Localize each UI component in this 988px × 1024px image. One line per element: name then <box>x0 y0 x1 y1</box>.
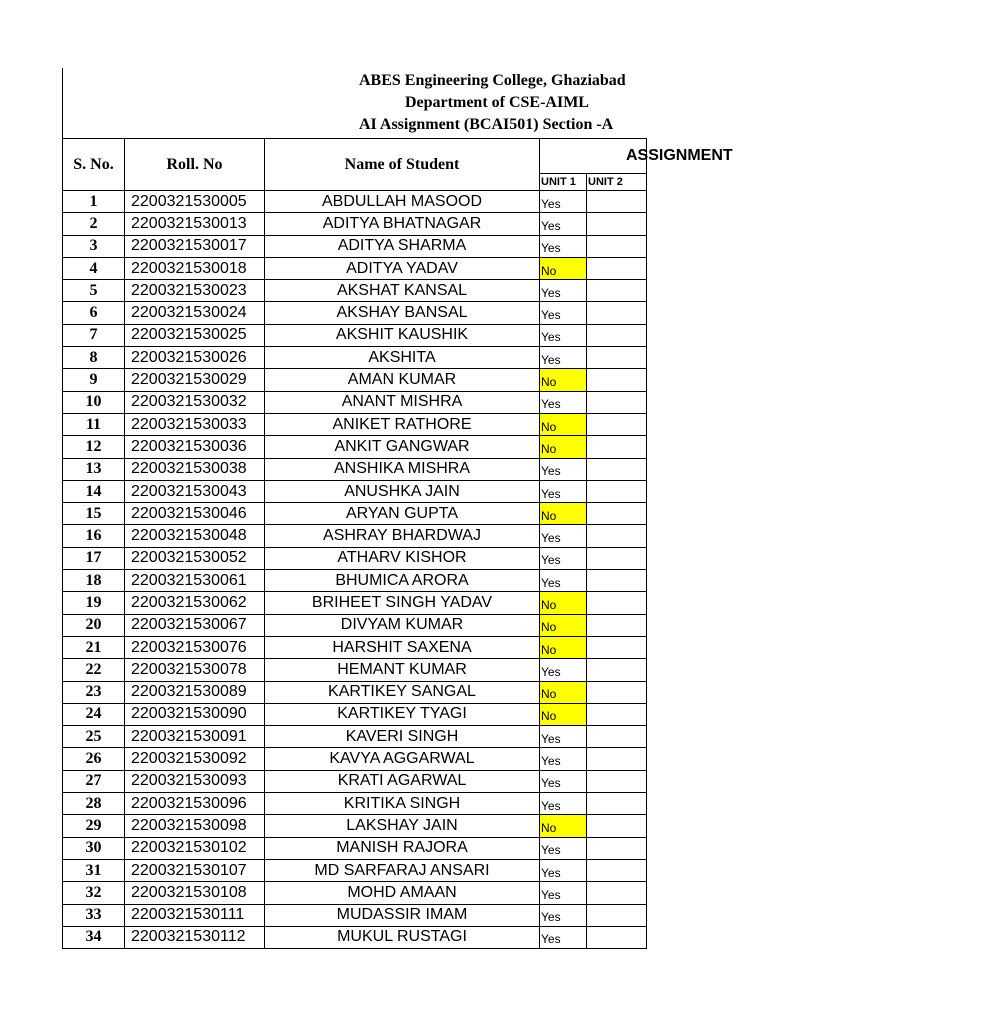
table-row[interactable] <box>63 369 647 391</box>
roll-no-cell[interactable]: 2200321530062 <box>125 592 265 614</box>
col-header-unit2: UNIT 2 <box>587 174 647 191</box>
unit1-cell[interactable]: Yes <box>540 904 587 926</box>
roll-no-cell[interactable]: 2200321530046 <box>125 503 265 525</box>
unit2-cell[interactable] <box>587 213 647 235</box>
table-row[interactable] <box>63 280 647 302</box>
student-name-cell[interactable]: DIVYAM KUMAR <box>265 614 540 636</box>
sno-cell[interactable]: 34 <box>63 926 125 948</box>
sno-cell[interactable]: 11 <box>63 413 125 435</box>
roll-no-cell[interactable]: 2200321530005 <box>125 191 265 213</box>
unit1-cell[interactable]: Yes <box>540 793 587 815</box>
sno-cell[interactable]: 16 <box>63 525 125 547</box>
sno-cell[interactable]: 22 <box>63 659 125 681</box>
roll-no-cell[interactable]: 2200321530096 <box>125 793 265 815</box>
unit1-cell[interactable]: No <box>540 592 587 614</box>
unit2-cell[interactable] <box>587 257 647 279</box>
unit1-cell[interactable]: Yes <box>540 726 587 748</box>
student-name-cell[interactable]: AKSHAT KANSAL <box>265 280 540 302</box>
student-name-cell[interactable]: MOHD AMAAN <box>265 882 540 904</box>
unit2-cell[interactable] <box>587 636 647 658</box>
unit2-cell[interactable] <box>587 592 647 614</box>
unit2-cell[interactable] <box>587 391 647 413</box>
unit1-cell[interactable]: Yes <box>540 859 587 881</box>
unit1-cell[interactable]: No <box>540 636 587 658</box>
college-name: ABES Engineering College, Ghaziabad <box>359 72 626 89</box>
student-name-cell[interactable]: KRITIKA SINGH <box>265 793 540 815</box>
table-row[interactable] <box>63 324 647 346</box>
assignment-title: AI Assignment (BCAI501) Section -A <box>359 116 614 133</box>
unit2-cell[interactable] <box>587 235 647 257</box>
unit2-cell[interactable] <box>587 815 647 837</box>
unit2-cell[interactable] <box>587 302 647 324</box>
unit2-cell[interactable] <box>587 413 647 435</box>
sno-cell[interactable]: 8 <box>63 347 125 369</box>
table-body <box>63 191 647 949</box>
unit1-cell[interactable]: Yes <box>540 525 587 547</box>
sno-cell[interactable]: 5 <box>63 280 125 302</box>
unit2-cell[interactable] <box>587 681 647 703</box>
unit1-cell[interactable]: Yes <box>540 213 587 235</box>
roll-no-cell[interactable]: 2200321530102 <box>125 837 265 859</box>
sno-cell[interactable]: 33 <box>63 904 125 926</box>
sno-cell[interactable]: 30 <box>63 837 125 859</box>
sno-cell[interactable]: 1 <box>63 191 125 213</box>
sno-cell[interactable]: 25 <box>63 726 125 748</box>
student-name-cell[interactable]: ATHARV KISHOR <box>265 547 540 569</box>
student-name-cell[interactable]: ANSHIKA MISHRA <box>265 458 540 480</box>
sno-cell[interactable]: 20 <box>63 614 125 636</box>
student-name-cell[interactable]: AKSHAY BANSAL <box>265 302 540 324</box>
student-name-cell[interactable]: AKSHIT KAUSHIK <box>265 324 540 346</box>
table-row[interactable] <box>63 257 647 279</box>
roll-no-cell[interactable]: 2200321530017 <box>125 235 265 257</box>
unit2-cell[interactable] <box>587 659 647 681</box>
sno-cell[interactable]: 2 <box>63 213 125 235</box>
unit2-cell[interactable] <box>587 480 647 502</box>
roll-no-cell[interactable]: 2200321530038 <box>125 458 265 480</box>
roll-no-cell[interactable]: 2200321530013 <box>125 213 265 235</box>
roll-no-cell[interactable]: 2200321530107 <box>125 859 265 881</box>
sno-cell[interactable]: 4 <box>63 257 125 279</box>
sno-cell[interactable]: 24 <box>63 703 125 725</box>
unit1-cell[interactable]: Yes <box>540 347 587 369</box>
sheet-header <box>62 68 646 138</box>
sno-cell[interactable]: 21 <box>63 636 125 658</box>
unit2-cell[interactable] <box>587 859 647 881</box>
sno-cell[interactable]: 15 <box>63 503 125 525</box>
unit2-cell[interactable] <box>587 926 647 948</box>
student-name-cell[interactable]: ASHRAY BHARDWAJ <box>265 525 540 547</box>
student-name-cell[interactable]: ADITYA YADAV <box>265 257 540 279</box>
roll-no-cell[interactable]: 2200321530048 <box>125 525 265 547</box>
unit2-cell[interactable] <box>587 904 647 926</box>
student-name-cell[interactable]: AMAN KUMAR <box>265 369 540 391</box>
unit1-cell[interactable]: No <box>540 681 587 703</box>
sno-cell[interactable]: 23 <box>63 681 125 703</box>
unit1-cell[interactable]: No <box>540 815 587 837</box>
table-row[interactable] <box>63 681 647 703</box>
unit2-cell[interactable] <box>587 837 647 859</box>
unit2-cell[interactable] <box>587 570 647 592</box>
student-name-cell[interactable]: KARTIKEY SANGAL <box>265 681 540 703</box>
student-name-cell[interactable]: ANKIT GANGWAR <box>265 436 540 458</box>
table-row[interactable] <box>63 592 647 614</box>
col-header-name: Name of Student <box>265 139 540 191</box>
unit1-cell[interactable]: Yes <box>540 926 587 948</box>
table-row[interactable] <box>63 837 647 859</box>
table-row[interactable] <box>63 235 647 257</box>
table-row[interactable] <box>63 347 647 369</box>
roll-no-cell[interactable]: 2200321530076 <box>125 636 265 658</box>
roll-no-cell[interactable]: 2200321530043 <box>125 480 265 502</box>
table-row[interactable] <box>63 636 647 658</box>
unit1-cell[interactable]: Yes <box>540 458 587 480</box>
student-name-cell[interactable]: KRATI AGARWAL <box>265 770 540 792</box>
unit2-cell[interactable] <box>587 324 647 346</box>
unit2-cell[interactable] <box>587 369 647 391</box>
table-row[interactable] <box>63 726 647 748</box>
sno-cell[interactable]: 6 <box>63 302 125 324</box>
table-row[interactable] <box>63 926 647 948</box>
unit2-cell[interactable] <box>587 614 647 636</box>
student-name-cell[interactable]: ADITYA SHARMA <box>265 235 540 257</box>
table-row[interactable] <box>63 458 647 480</box>
student-name-cell[interactable]: LAKSHAY JAIN <box>265 815 540 837</box>
spreadsheet <box>62 68 733 949</box>
table-row[interactable] <box>63 793 647 815</box>
roll-no-cell[interactable]: 2200321530098 <box>125 815 265 837</box>
unit2-cell[interactable] <box>587 547 647 569</box>
col-header-sno: S. No. <box>63 139 125 191</box>
unit1-cell[interactable]: No <box>540 614 587 636</box>
table-row[interactable] <box>63 748 647 770</box>
unit2-cell[interactable] <box>587 347 647 369</box>
roll-no-cell[interactable]: 2200321530091 <box>125 726 265 748</box>
table-row[interactable] <box>63 503 647 525</box>
unit2-cell[interactable] <box>587 770 647 792</box>
table-row[interactable] <box>63 904 647 926</box>
student-name-cell[interactable]: MUDASSIR IMAM <box>265 904 540 926</box>
table-row[interactable] <box>63 302 647 324</box>
student-name-cell[interactable]: ADITYA BHATNAGAR <box>265 213 540 235</box>
student-name-cell[interactable]: BHUMICA ARORA <box>265 570 540 592</box>
roll-no-cell[interactable]: 2200321530023 <box>125 280 265 302</box>
table-row[interactable] <box>63 547 647 569</box>
roll-no-cell[interactable]: 2200321530018 <box>125 257 265 279</box>
student-name-cell[interactable]: ANUSHKA JAIN <box>265 480 540 502</box>
student-name-cell[interactable]: MD SARFARAJ ANSARI <box>265 859 540 881</box>
student-name-cell[interactable]: KARTIKEY TYAGI <box>265 703 540 725</box>
table-row[interactable] <box>63 659 647 681</box>
student-name-cell[interactable]: ARYAN GUPTA <box>265 503 540 525</box>
roll-no-cell[interactable]: 2200321530112 <box>125 926 265 948</box>
student-name-cell[interactable]: MUKUL RUSTAGI <box>265 926 540 948</box>
table-row[interactable] <box>63 191 647 213</box>
unit2-cell[interactable] <box>587 458 647 480</box>
roll-no-cell[interactable]: 2200321530026 <box>125 347 265 369</box>
student-name-cell[interactable]: KAVYA AGGARWAL <box>265 748 540 770</box>
sno-cell[interactable]: 7 <box>63 324 125 346</box>
sno-cell[interactable]: 13 <box>63 458 125 480</box>
sno-cell[interactable]: 29 <box>63 815 125 837</box>
unit1-cell[interactable]: Yes <box>540 570 587 592</box>
student-table <box>62 138 733 949</box>
table-row[interactable] <box>63 213 647 235</box>
unit1-cell[interactable]: Yes <box>540 882 587 904</box>
sno-cell[interactable]: 28 <box>63 793 125 815</box>
unit1-cell[interactable]: Yes <box>540 235 587 257</box>
student-name-cell[interactable]: ANANT MISHRA <box>265 391 540 413</box>
table-row[interactable] <box>63 525 647 547</box>
student-name-cell[interactable]: BRIHEET SINGH YADAV <box>265 592 540 614</box>
roll-no-cell[interactable]: 2200321530024 <box>125 302 265 324</box>
unit1-cell[interactable]: Yes <box>540 302 587 324</box>
sno-cell[interactable]: 3 <box>63 235 125 257</box>
unit1-cell[interactable]: No <box>540 257 587 279</box>
table-row[interactable] <box>63 570 647 592</box>
unit2-cell[interactable] <box>587 503 647 525</box>
roll-no-cell[interactable]: 2200321530090 <box>125 703 265 725</box>
sno-cell[interactable]: 26 <box>63 748 125 770</box>
sno-cell[interactable]: 31 <box>63 859 125 881</box>
student-name-cell[interactable]: KAVERI SINGH <box>265 726 540 748</box>
student-name-cell[interactable]: ABDULLAH MASOOD <box>265 191 540 213</box>
roll-no-cell[interactable]: 2200321530033 <box>125 413 265 435</box>
unit1-cell[interactable]: Yes <box>540 837 587 859</box>
table-row[interactable] <box>63 436 647 458</box>
table-row[interactable] <box>63 703 647 725</box>
unit1-cell[interactable]: Yes <box>540 324 587 346</box>
sno-cell[interactable]: 17 <box>63 547 125 569</box>
roll-no-cell[interactable]: 2200321530052 <box>125 547 265 569</box>
table-row[interactable] <box>63 882 647 904</box>
col-header-assignment: ASSIGNMENT <box>540 139 647 174</box>
table-row[interactable] <box>63 413 647 435</box>
table-row[interactable] <box>63 614 647 636</box>
department-name: Department of CSE-AIML <box>405 94 589 111</box>
unit1-cell[interactable]: Yes <box>540 748 587 770</box>
unit1-cell[interactable]: No <box>540 436 587 458</box>
sno-cell[interactable]: 10 <box>63 391 125 413</box>
roll-no-cell[interactable]: 2200321530093 <box>125 770 265 792</box>
unit1-cell[interactable]: No <box>540 413 587 435</box>
sno-cell[interactable]: 12 <box>63 436 125 458</box>
roll-no-cell[interactable]: 2200321530061 <box>125 570 265 592</box>
unit2-cell[interactable] <box>587 191 647 213</box>
unit2-cell[interactable] <box>587 525 647 547</box>
unit2-cell[interactable] <box>587 280 647 302</box>
roll-no-cell[interactable]: 2200321530032 <box>125 391 265 413</box>
unit1-cell[interactable]: Yes <box>540 280 587 302</box>
unit2-cell[interactable] <box>587 703 647 725</box>
sno-cell[interactable]: 32 <box>63 882 125 904</box>
roll-no-cell[interactable]: 2200321530078 <box>125 659 265 681</box>
unit1-cell[interactable]: No <box>540 703 587 725</box>
unit1-cell[interactable]: Yes <box>540 191 587 213</box>
unit1-cell[interactable]: Yes <box>540 480 587 502</box>
roll-no-cell[interactable]: 2200321530029 <box>125 369 265 391</box>
sno-cell[interactable]: 9 <box>63 369 125 391</box>
table-row[interactable] <box>63 815 647 837</box>
student-name-cell[interactable]: AKSHITA <box>265 347 540 369</box>
unit2-cell[interactable] <box>587 793 647 815</box>
sno-cell[interactable]: 27 <box>63 770 125 792</box>
student-name-cell[interactable]: HEMANT KUMAR <box>265 659 540 681</box>
roll-no-cell[interactable]: 2200321530036 <box>125 436 265 458</box>
unit2-cell[interactable] <box>587 882 647 904</box>
sno-cell[interactable]: 19 <box>63 592 125 614</box>
unit1-cell[interactable]: Yes <box>540 659 587 681</box>
unit1-cell[interactable]: No <box>540 503 587 525</box>
table-row[interactable] <box>63 391 647 413</box>
unit2-cell[interactable] <box>587 748 647 770</box>
roll-no-cell[interactable]: 2200321530089 <box>125 681 265 703</box>
unit1-cell[interactable]: Yes <box>540 770 587 792</box>
student-name-cell[interactable]: MANISH RAJORA <box>265 837 540 859</box>
unit1-cell[interactable]: Yes <box>540 547 587 569</box>
roll-no-cell[interactable]: 2200321530111 <box>125 904 265 926</box>
table-row[interactable] <box>63 480 647 502</box>
unit1-cell[interactable]: Yes <box>540 391 587 413</box>
student-name-cell[interactable]: ANIKET RATHORE <box>265 413 540 435</box>
roll-no-cell[interactable]: 2200321530025 <box>125 324 265 346</box>
student-name-cell[interactable]: HARSHIT SAXENA <box>265 636 540 658</box>
sno-cell[interactable]: 18 <box>63 570 125 592</box>
table-row[interactable] <box>63 770 647 792</box>
roll-no-cell[interactable]: 2200321530092 <box>125 748 265 770</box>
unit2-cell[interactable] <box>587 726 647 748</box>
table-row[interactable] <box>63 859 647 881</box>
roll-no-cell[interactable]: 2200321530108 <box>125 882 265 904</box>
col-header-roll: Roll. No <box>125 139 265 191</box>
unit2-cell[interactable] <box>587 436 647 458</box>
roll-no-cell[interactable]: 2200321530067 <box>125 614 265 636</box>
unit1-cell[interactable]: No <box>540 369 587 391</box>
sno-cell[interactable]: 14 <box>63 480 125 502</box>
col-header-unit1: UNIT 1 <box>540 174 587 191</box>
